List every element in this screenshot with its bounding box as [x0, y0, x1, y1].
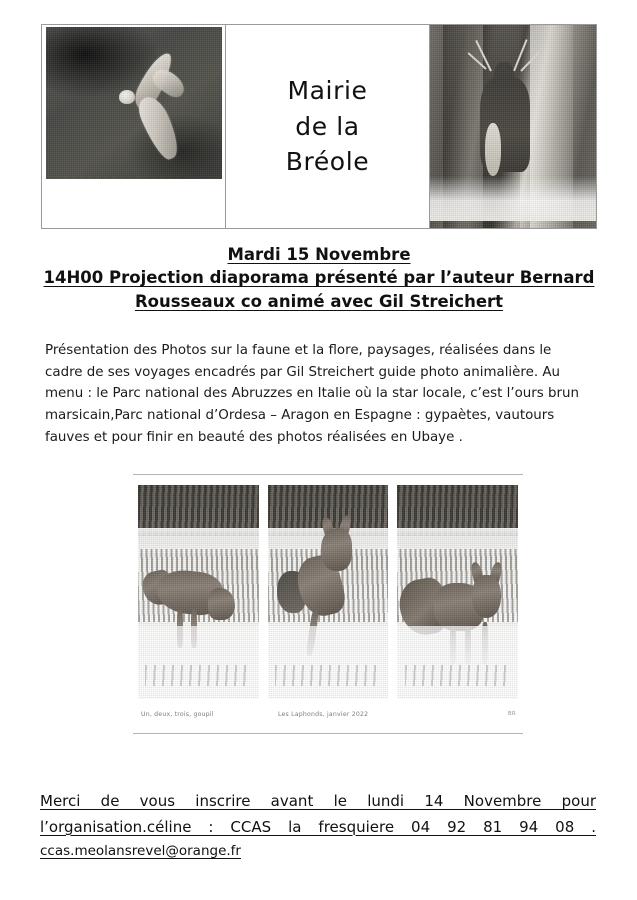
snow-foreground — [268, 626, 389, 699]
footer-line-1: Merci de vous inscrire avant le lundi 14 Novembre pour — [40, 792, 596, 810]
photo-grain-overlay — [46, 27, 222, 179]
contact-email[interactable]: ccas.meolansrevel@orange.fr — [40, 843, 241, 859]
photo-caption-middle: Les Laphonds, janvier 2022 — [278, 711, 369, 718]
description-paragraph: Présentation des Photos sur la faune et la flore, paysages, réalisées dans le cadre de ses voyages encadrés par Gil Streichert guide photo animalière. Au menu : le Parc national des Abruzzes en Italie où la star locale, c’est l’ours brun marsicain,Parc national d’Ordesa – Aragon en Espagne : gypaètes, vautours fauves et pour finir en beauté des photos réalisées en Ubaye . — [45, 343, 579, 445]
snow-texture — [405, 665, 511, 686]
fox-photo-panel-2 — [268, 485, 389, 699]
photo-caption-left: Un, deux, trois, goupil — [141, 711, 214, 718]
snow-foreground — [138, 626, 259, 699]
header-table — [41, 24, 597, 229]
header-cell-stag-photo — [430, 25, 596, 228]
snow-texture — [145, 665, 251, 686]
fox-photo-strip — [133, 474, 523, 734]
snow-texture — [275, 665, 381, 686]
event-headline-text-2: Rousseaux co animé avec Gil Streichert — [134, 291, 504, 311]
masthead-line-1: Mairie — [287, 76, 368, 106]
event-title-block — [30, 243, 608, 313]
event-date-text: Mardi 15 Novembre — [227, 245, 411, 264]
stag-chest-highlight — [485, 123, 502, 176]
event-headline-line-1 — [30, 266, 608, 289]
registration-footer — [40, 789, 596, 863]
event-date-line — [30, 243, 608, 266]
masthead-text — [286, 73, 369, 180]
fox-head — [321, 528, 352, 571]
fox-photo-panel-3 — [397, 485, 518, 699]
fox-head — [472, 575, 501, 618]
footer-line-2: l’organisation.céline : CCAS la fresquiere 04 92 81 94 08 . — [40, 817, 596, 836]
event-headline-line-2 — [30, 290, 608, 313]
snow-foreground — [397, 626, 518, 699]
event-headline-text-1: 14H00 Projection diaporama présenté par l’auteur Bernard — [43, 268, 595, 288]
header-cell-masthead — [226, 25, 430, 228]
masthead-line-3: Bréole — [285, 147, 370, 177]
photo-credit-mark: BR — [507, 711, 516, 717]
stag-photo — [430, 25, 596, 228]
forest-floor-grass — [430, 176, 596, 221]
fox-photo-panel-1 — [138, 485, 259, 699]
photo-caption-row — [138, 711, 518, 725]
header-cell-bird-photo — [42, 25, 226, 228]
bird-of-prey-photo — [46, 27, 222, 179]
fox-head — [208, 588, 235, 620]
masthead-line-2: de la — [295, 111, 360, 141]
fox-photo-row — [138, 485, 518, 699]
